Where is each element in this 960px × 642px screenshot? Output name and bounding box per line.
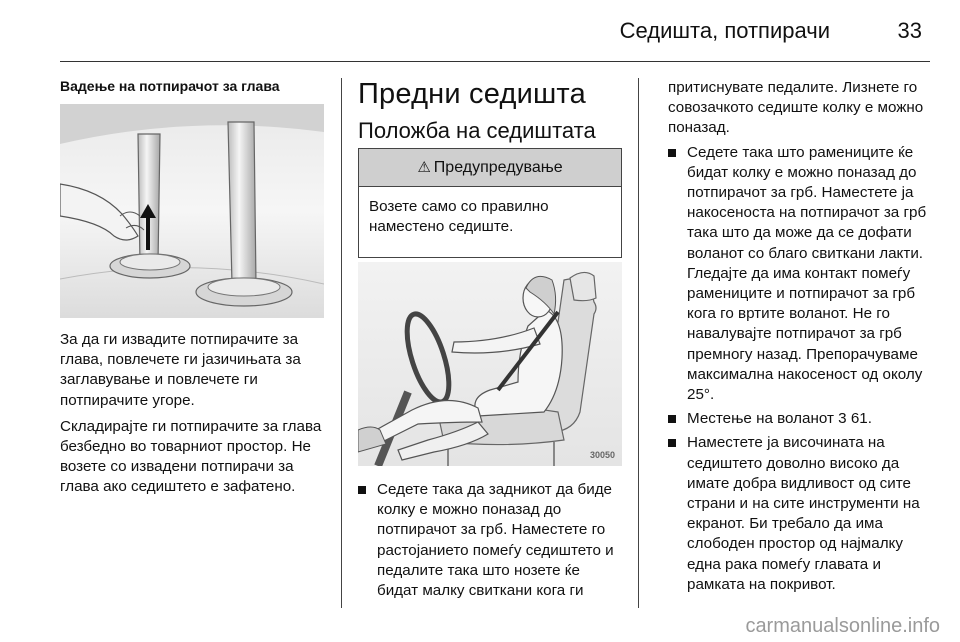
list-item: Наместете ја височината на седиштето доволно високо да имате добра видливост од сите страни и на сите инструменти на екранот. Би требало да има слободен простор од најмалку една рака помеѓу главата и рамката на покривот. xyxy=(668,433,930,595)
warning-box xyxy=(358,148,622,258)
bullet-square-icon xyxy=(668,415,676,423)
warning-triangle-icon: ⚠ xyxy=(417,159,431,176)
bullet-square-icon xyxy=(668,439,676,447)
seat-position-figure xyxy=(358,262,622,466)
header-title: Седишта, потпирачи xyxy=(619,18,830,43)
warning-text: Возете само со правилно наместено седиште. xyxy=(369,198,549,235)
column-divider xyxy=(638,78,639,608)
bullet-square-icon xyxy=(358,486,366,494)
paragraph: Складирајте ги потпирачите за глава безбедно во товарниот простор. Не возете со извадени потпирачи за глава ако седиштето е зафатено. xyxy=(60,417,322,496)
seat-adjustment-text xyxy=(668,78,930,599)
page-number: 33 xyxy=(897,18,922,43)
warning-title: Предупредување xyxy=(433,159,563,176)
headrest-removal-heading: Вадење на потпирачот за глава xyxy=(60,78,280,94)
continuation-text: притиснувате педалите. Лизнете го совозачкото седиште колку е можно поназад. xyxy=(668,79,924,137)
list-item: Седете така што рамениците ќе бидат колку е можно поназад до потпирачот за грб. Наместете ја накосеноста на потпирачот за грб така што да може да се дофати воланот со благо свиткани лакти. Гледајте да има контакт помеѓу рамениците и потпирачот за грб кога го вртите воланот. Не го навалувајте потпирачот за грб премногу назад. Препорачуваме максимална накосеност од околу 25°. xyxy=(668,143,930,406)
seat-position-heading: Положба на седиштата xyxy=(358,118,596,143)
list-item: Местење на воланот 3 61. xyxy=(668,409,930,429)
figure-code: 30050 xyxy=(590,450,616,460)
list-item: Седете така да задникот да биде колку е можно поназад до потпирачот за грб. Наместете го растојанието помеѓу седиштето и педалите така што нозете ќе бидат малку свиткани кога ги xyxy=(358,480,622,601)
paragraph: За да ги извадите потпирачите за глава, повлечете ги јазичињата за заглавување и повлечете ги потпирачите угоре. xyxy=(60,331,301,409)
headrest-removal-text xyxy=(60,330,324,504)
page-header xyxy=(60,0,930,62)
warning-header xyxy=(359,149,621,187)
watermark: carmanualsonline.info xyxy=(745,615,940,637)
front-seats-heading: Предни седишта xyxy=(358,78,586,110)
headrest-removal-figure xyxy=(60,104,324,318)
bullet-square-icon xyxy=(668,149,676,157)
seat-position-text xyxy=(358,480,622,605)
column-divider xyxy=(341,78,342,608)
